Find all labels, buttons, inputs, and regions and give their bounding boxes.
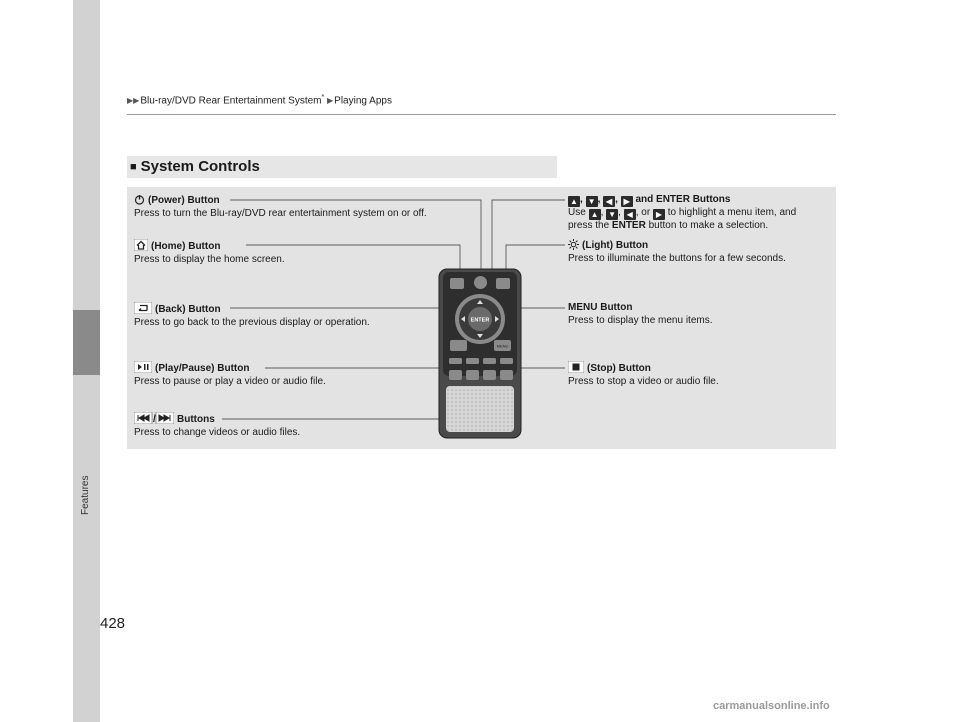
stop-desc: Press to stop a video or audio file. [568,375,719,387]
left-arrow-icon: ◀ [624,209,636,220]
stop-head: (Stop) Button [587,363,651,374]
arrows-desc-tail1: to highlight a menu item, and [667,207,797,218]
power-desc: Press to turn the Blu-ray/DVD rear entertainment system on or off. [134,207,427,219]
breadcrumb-part1[interactable]: Blu-ray/DVD Rear Entertainment System [140,95,322,107]
back-desc: Press to go back to the previous display or operation. [134,316,370,328]
power-head: (Power) Button [148,195,220,206]
arrows-sep: , [618,207,621,218]
right-arrow-icon: ▶ [653,209,665,220]
down-arrow-icon: ▼ [606,209,618,220]
back-head: (Back) Button [155,304,221,315]
remote-play-pause-button [466,370,479,380]
remote-light-button [496,278,510,289]
home-head: (Home) Button [151,241,221,252]
skip-desc: Press to change videos or audio files. [134,426,301,438]
arrows-desc-use: Use [568,207,586,218]
arrows-desc-press: press the [568,220,610,231]
playpause-desc: Press to pause or play a video or audio file. [134,375,326,387]
arrows-desc-enter: ENTER [611,220,646,231]
light-desc: Press to illuminate the buttons for a few seconds. [568,252,786,264]
down-arrow-icon: ▼ [586,196,598,207]
remote-next-button [500,370,513,380]
breadcrumb-arrow-icon: ▶▶ [127,96,140,106]
remote-power-button [474,276,487,289]
right-arrow-icon: ▶ [621,196,633,207]
up-arrow-icon: ▲ [568,196,580,207]
remote-enter-label: ENTER [470,317,490,324]
arrows-sep: , [580,194,583,205]
arrows-sep: , [597,194,601,205]
breadcrumb-asterisk: * [321,94,325,101]
arrows-sep: , [600,207,604,218]
light-head: (Light) Button [582,240,649,251]
page-number: 428 [100,615,126,632]
remote-home-button [450,278,464,289]
arrows-desc-tail2: button to make a selection. [648,220,769,231]
side-label-features: Features [80,475,91,515]
left-arrow-icon: ◀ [603,196,615,207]
menu-desc: Press to display the menu items. [568,314,713,326]
home-desc: Press to display the home screen. [134,253,285,265]
skip-head: Buttons [177,414,215,425]
section-title-text: System Controls [140,158,260,175]
arrows-head: and ENTER Buttons [635,194,731,205]
breadcrumb-arrow-icon: ▶ [327,96,334,106]
menu-head: MENU Button [568,302,633,313]
remote-stop-button [483,370,496,380]
remote-prev-button [449,370,462,380]
watermark: carmanualsonline.info [713,700,830,712]
arrows-sep: , [615,194,618,205]
remote-menu-label: MENU [496,343,509,349]
playpause-head: (Play/Pause) Button [155,363,250,374]
section-marker-icon: ■ [130,161,137,173]
svg-text:/: / [153,414,156,424]
up-arrow-icon: ▲ [589,209,601,220]
arrows-sep: , [635,207,639,218]
remote-back-button [450,340,467,351]
breadcrumb-part2[interactable]: Playing Apps [334,95,392,107]
remote-control-illustration [438,268,522,439]
arrows-desc-or: or [641,207,651,218]
